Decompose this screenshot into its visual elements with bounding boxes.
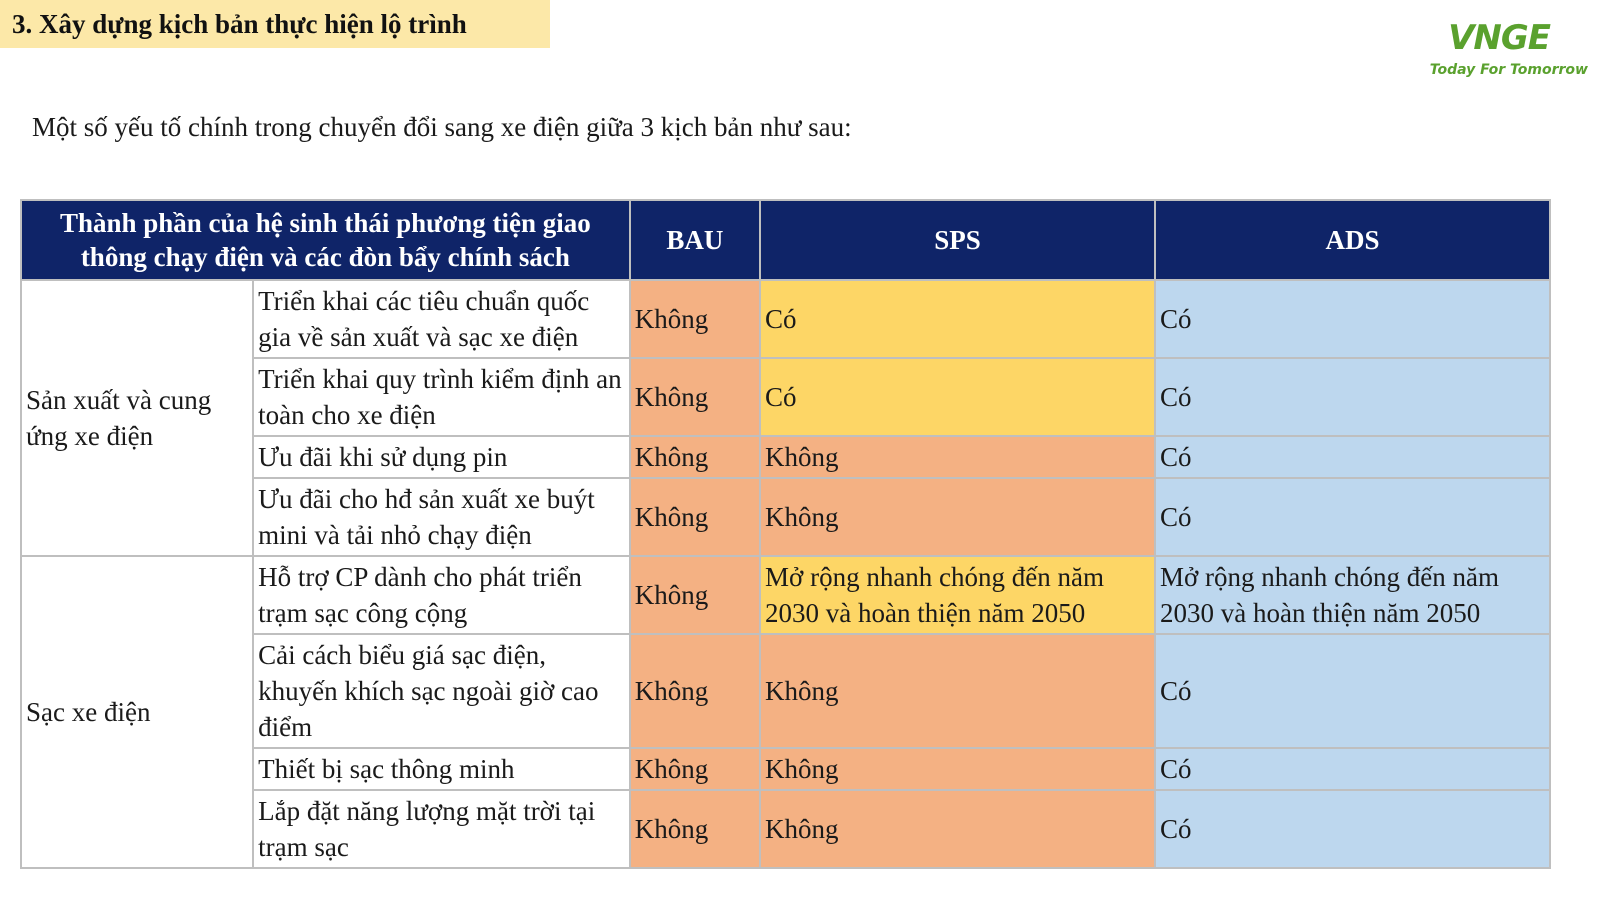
group-label-charging: Sạc xe điện [21, 556, 253, 868]
section-title: 3. Xây dựng kịch bản thực hiện lộ trình [0, 0, 550, 48]
cell-ads: Mở rộng nhanh chóng đến năm 2030 và hoàn thiện năm 2050 [1155, 556, 1550, 634]
cell-sps: Mở rộng nhanh chóng đến năm 2030 và hoàn thiện năm 2050 [760, 556, 1155, 634]
row-item: Triển khai quy trình kiểm định an toàn cho xe điện [253, 358, 630, 436]
cell-bau: Không [630, 358, 760, 436]
cell-bau: Không [630, 280, 760, 358]
cell-bau: Không [630, 478, 760, 556]
logo-mark: VNGE [1448, 18, 1550, 58]
intro-text: Một số yếu tố chính trong chuyển đổi sang xe điện giữa 3 kịch bản như sau: [32, 112, 852, 142]
cell-sps: Không [760, 478, 1155, 556]
row-item: Cải cách biểu giá sạc điện, khuyến khích sạc ngoài giờ cao điểm [253, 634, 630, 748]
cell-ads: Có [1155, 436, 1550, 478]
cell-ads: Có [1155, 478, 1550, 556]
cell-bau: Không [630, 634, 760, 748]
row-item: Thiết bị sạc thông minh [253, 748, 630, 790]
cell-sps: Không [760, 436, 1155, 478]
cell-bau: Không [630, 556, 760, 634]
header-ads: ADS [1155, 200, 1550, 280]
cell-sps: Có [760, 358, 1155, 436]
cell-sps: Không [760, 634, 1155, 748]
row-item: Hỗ trợ CP dành cho phát triển trạm sạc công cộng [253, 556, 630, 634]
cell-sps: Không [760, 748, 1155, 790]
cell-ads: Có [1155, 790, 1550, 868]
group-label-production: Sản xuất và cung ứng xe điện [21, 280, 253, 556]
cell-bau: Không [630, 436, 760, 478]
header-bau: BAU [630, 200, 760, 280]
cell-ads: Có [1155, 634, 1550, 748]
cell-ads: Có [1155, 280, 1550, 358]
cell-ads: Có [1155, 358, 1550, 436]
row-item: Ưu đãi cho hđ sản xuất xe buýt mini và tải nhỏ chạy điện [253, 478, 630, 556]
cell-bau: Không [630, 790, 760, 868]
scenario-table [20, 199, 1551, 869]
row-item: Ưu đãi khi sử dụng pin [253, 436, 630, 478]
header-sps: SPS [760, 200, 1155, 280]
table-header-row [21, 200, 1550, 280]
cell-bau: Không [630, 748, 760, 790]
cell-ads: Có [1155, 748, 1550, 790]
cell-sps: Không [760, 790, 1155, 868]
cell-sps: Có [760, 280, 1155, 358]
header-component: Thành phần của hệ sinh thái phương tiện giao thông chạy điện và các đòn bẩy chính sách [21, 200, 630, 280]
logo-tagline: Today For Tomorrow [1429, 62, 1588, 78]
table-row [21, 556, 1550, 634]
vnge-logo [1418, 18, 1588, 98]
row-item: Lắp đặt năng lượng mặt trời tại trạm sạc [253, 790, 630, 868]
row-item: Triển khai các tiêu chuẩn quốc gia về sản xuất và sạc xe điện [253, 280, 630, 358]
table-row [21, 280, 1550, 358]
